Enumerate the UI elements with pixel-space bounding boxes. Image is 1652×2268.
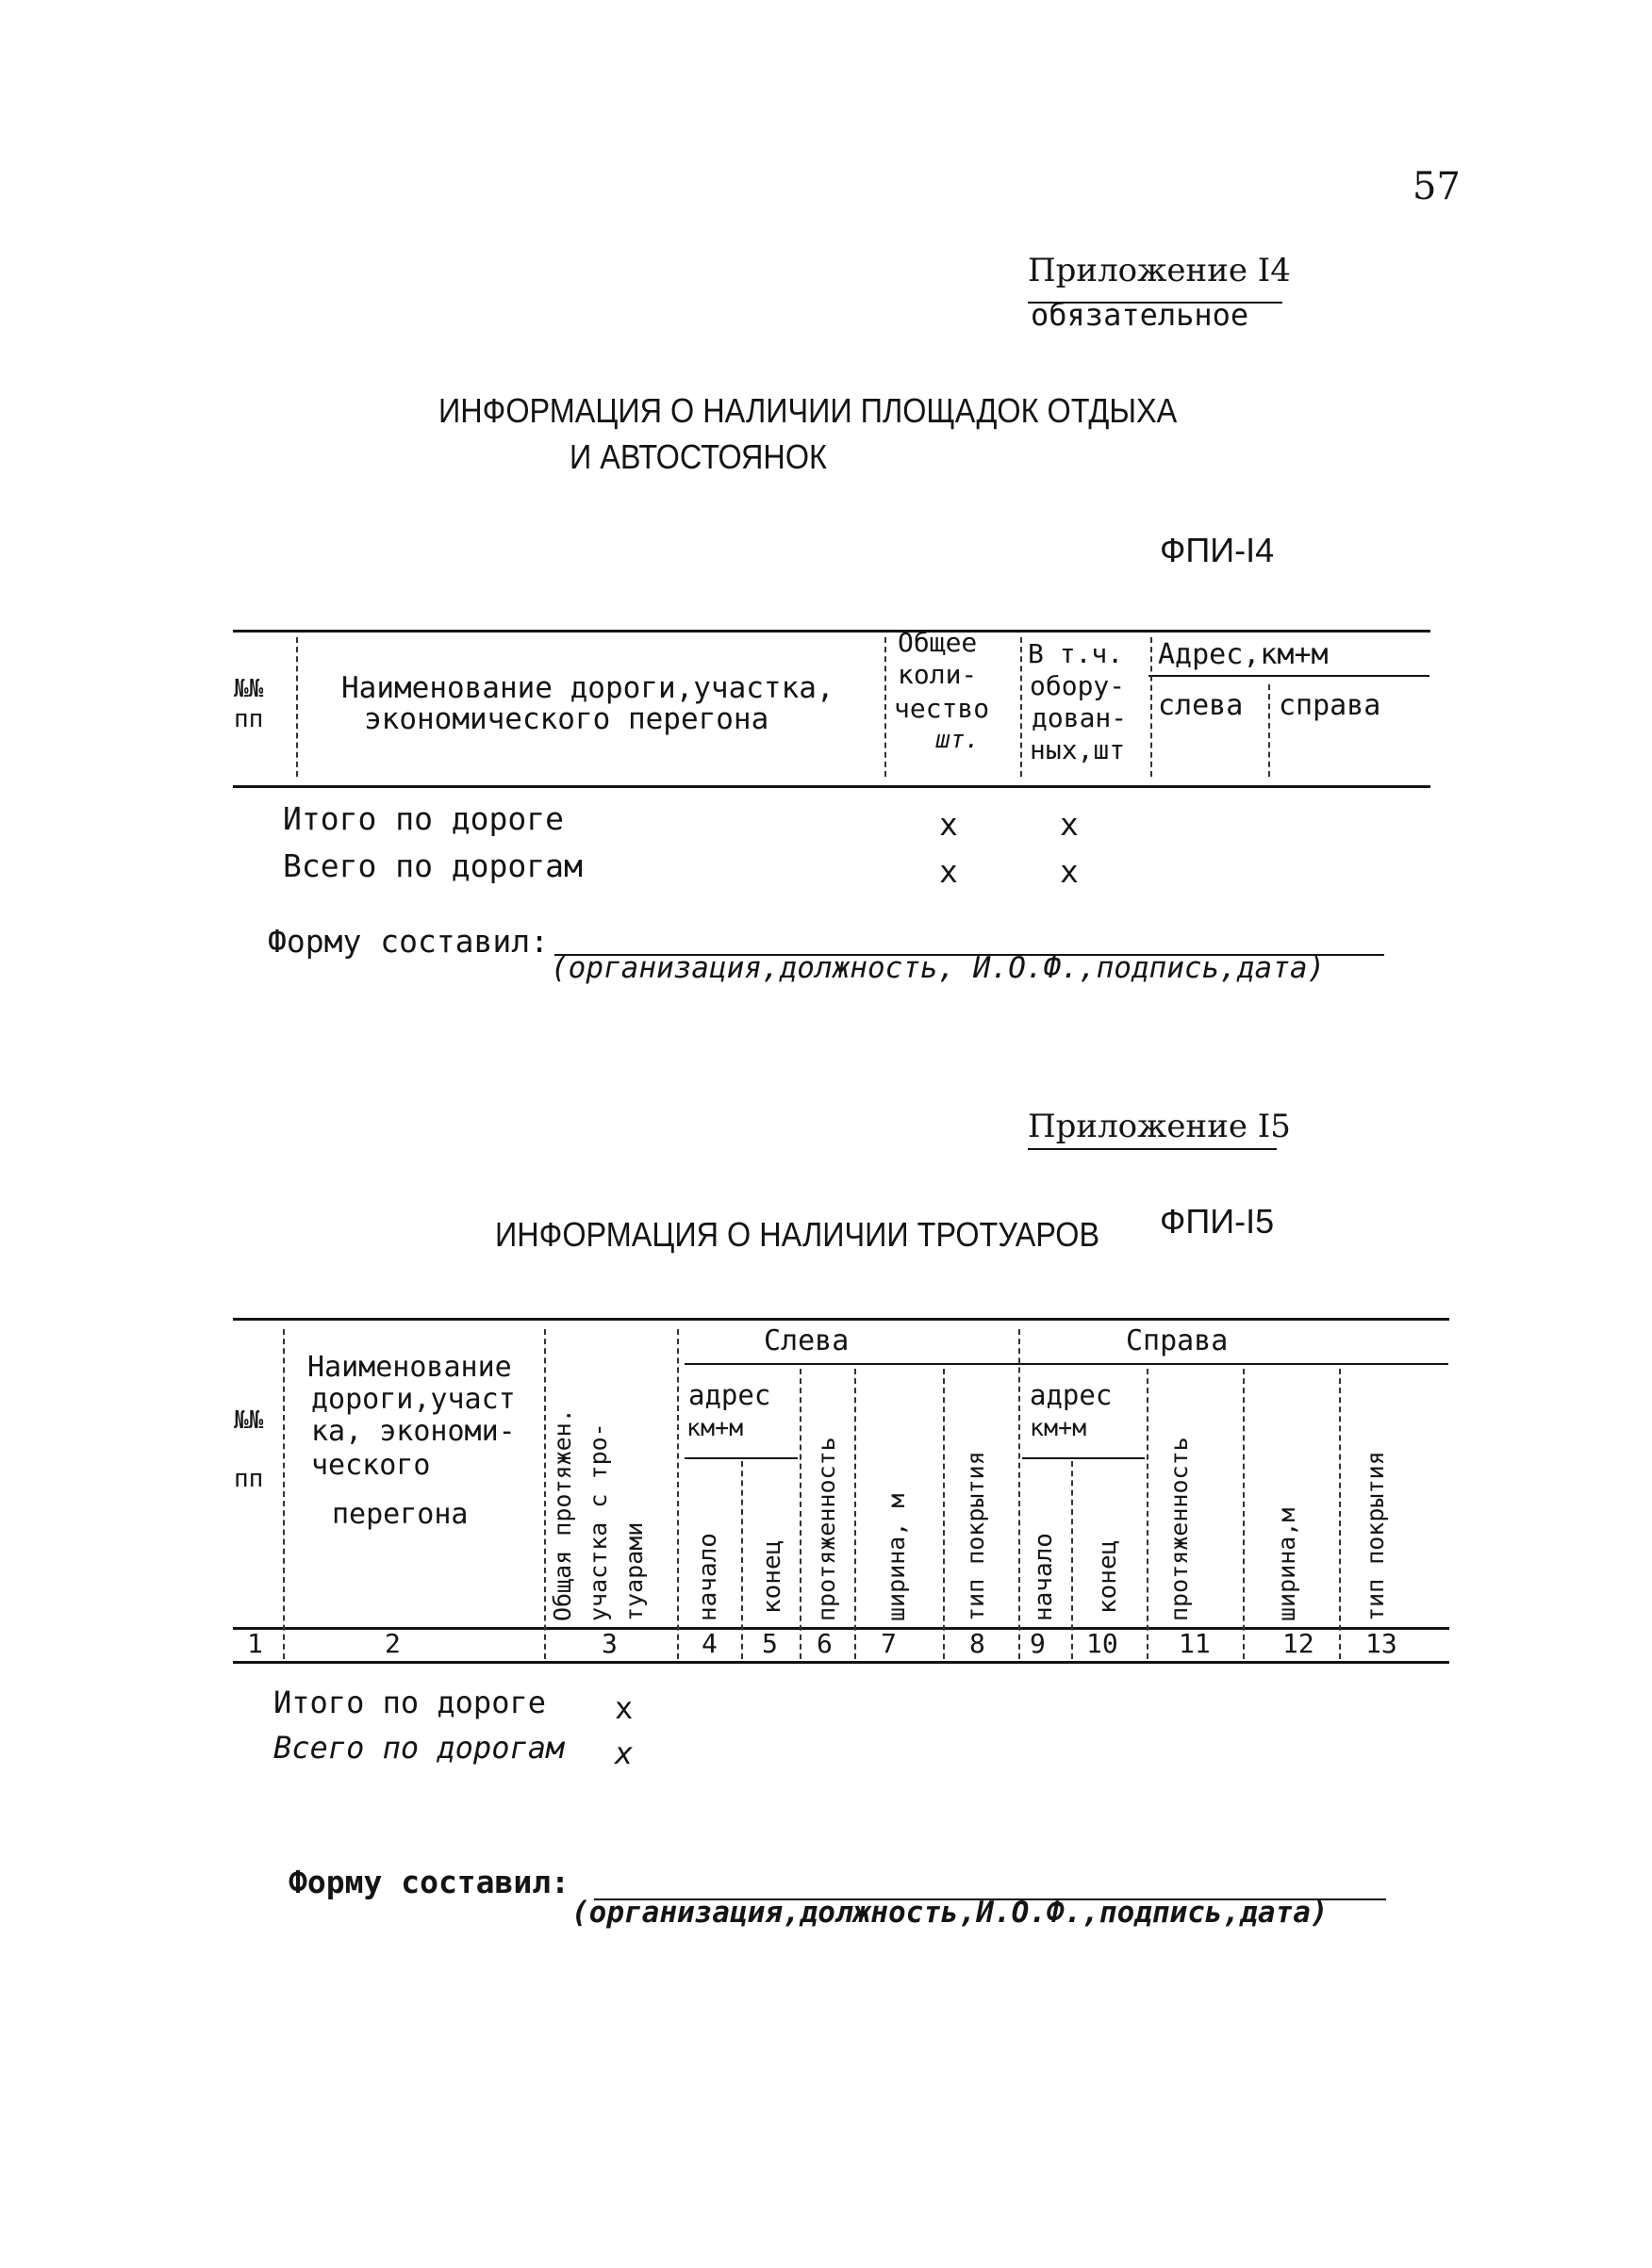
table-14-divider [884, 637, 886, 777]
table-14-divider [1268, 684, 1270, 777]
table-15-divider [1071, 1461, 1073, 1659]
table-15-column-number: 13 [1365, 1628, 1397, 1659]
table-14-header-address: Адрес,км+м [1158, 638, 1329, 671]
table-14-header-total: коли- [898, 659, 978, 690]
table-15-column-number: 12 [1282, 1628, 1314, 1659]
table-14-row-total: x [939, 853, 958, 890]
table-15-header-address: адрес [1030, 1379, 1113, 1411]
table-15-header-address: адрес [688, 1379, 771, 1411]
table-15-header-length: туарами [620, 1521, 648, 1621]
table-14-top-rule [233, 630, 1430, 633]
appendix-15-title: ИНФОРМАЦИЯ О НАЛИЧИИ ТРОТУАРОВ [495, 1215, 1100, 1254]
table-15-address-divider [685, 1457, 798, 1459]
table-15-header-name: перегона [332, 1498, 469, 1531]
table-14-header-equipped: обору- [1030, 670, 1126, 701]
appendix-15-label-underline [1028, 1148, 1277, 1150]
table-15-column-number: 5 [762, 1628, 778, 1659]
appendix-15-compiled-by: Форму составил: [289, 1864, 570, 1900]
appendix-14-note: обязательное [1031, 297, 1249, 333]
table-15-header-extent: протяженность [1165, 1437, 1193, 1621]
table-15-header-length: участка с тро- [585, 1422, 612, 1621]
table-15-divider [741, 1461, 743, 1659]
appendix-14-label: Приложение I4 [1028, 252, 1291, 289]
table-15-divider [1339, 1369, 1341, 1659]
table-14-header-equipped: ных,шт [1030, 734, 1126, 765]
table-15-row-label: Всего по дорогам [273, 1730, 565, 1766]
appendix-14-compiled-caption: (организация,должность, И.О.Ф.,подпись,дата) [551, 951, 1326, 985]
table-15-divider [283, 1329, 285, 1659]
table-15-header-name: ка, экономи- [311, 1415, 516, 1448]
table-15-column-number: 8 [969, 1628, 985, 1659]
table-15-header-surface: тип покрытия [1362, 1451, 1389, 1621]
table-15-header-end: конец [1094, 1539, 1122, 1614]
table-15-header-length: Общая протяжен. [549, 1408, 576, 1621]
table-15-header-surface: тип покрытия [962, 1451, 989, 1621]
appendix-14-title-line1: ИНФОРМАЦИЯ О НАЛИЧИИ ПЛОЩАДОК ОТДЫХА [438, 391, 1178, 430]
table-14-header-total: шт. [935, 726, 980, 754]
table-15-divider [1018, 1329, 1020, 1659]
appendix-14-title-line2: И АВТОСТОЯНОК [570, 437, 827, 476]
table-15-column-number: 3 [602, 1628, 618, 1659]
table-14-header-right: справа [1279, 689, 1381, 722]
table-15-column-number: 4 [702, 1628, 718, 1659]
table-14-row-label: Итого по дороге [283, 800, 565, 837]
table-15-header-extent: протяженность [813, 1437, 840, 1621]
table-15-column-number: 2 [385, 1628, 401, 1659]
table-14-header-name: Наименование дороги,участка, [341, 671, 834, 705]
table-14-divider [296, 637, 298, 777]
page-number: 57 [1412, 165, 1461, 208]
table-14-row-total: x [939, 806, 958, 843]
table-14-header-equipped: дован- [1032, 702, 1128, 733]
appendix-15-compiled-caption: (организация,должность,И.О.Ф.,подпись,дата) [571, 1896, 1329, 1930]
table-14-divider [1150, 637, 1152, 777]
table-14-address-divider [1148, 675, 1429, 677]
table-15-header-end: конец [758, 1539, 786, 1614]
table-15-header-right-group: Справа [1126, 1324, 1229, 1357]
table-14-header-left: слева [1158, 689, 1244, 722]
table-14-row-label: Всего по дорогам [283, 847, 583, 884]
table-15-numbers-bottom-rule [233, 1661, 1449, 1664]
table-14-row-equipped: x [1060, 806, 1079, 843]
table-15-header-left-group: Слева [764, 1324, 850, 1357]
table-14-bottom-rule [233, 785, 1430, 788]
table-15-header-address: км+м [686, 1414, 744, 1441]
table-15-header-width: ширина,м [1273, 1507, 1300, 1621]
table-14-divider [1020, 637, 1022, 777]
table-14-header-name: экономического перегона [364, 702, 769, 736]
table-15-column-number: 10 [1086, 1628, 1118, 1659]
table-15-divider [544, 1329, 546, 1659]
table-14-header-num: пп [234, 705, 264, 733]
appendix-15-form-code: ФПИ-I5 [1160, 1202, 1275, 1241]
appendix-14-form-code: ФПИ-I4 [1160, 531, 1275, 569]
table-15-header-address: км+м [1030, 1414, 1087, 1441]
appendix-14-compiled-by: Форму составил: [268, 923, 550, 960]
table-15-header-name: дороги,участ [311, 1383, 516, 1416]
table-15-column-number: 7 [881, 1628, 897, 1659]
table-15-divider [677, 1329, 679, 1659]
table-15-header-num: пп [234, 1465, 264, 1493]
table-15-header-width: ширина, м [883, 1493, 910, 1621]
table-14-row-equipped: x [1060, 853, 1079, 890]
appendix-15-label: Приложение I5 [1028, 1108, 1291, 1145]
table-15-header-name: ческого [311, 1449, 431, 1482]
appendix-14-note-line [1028, 302, 1282, 304]
table-15-divider [854, 1369, 856, 1659]
table-15-divider [1147, 1369, 1148, 1659]
table-15-row-value: x [615, 1735, 634, 1771]
table-15-divider [1243, 1369, 1245, 1659]
table-15-header-name: Наименование [307, 1351, 512, 1384]
table-14-header-equipped: В т.ч. [1028, 638, 1124, 669]
table-15-column-number: 1 [247, 1628, 263, 1659]
table-15-row-value: x [615, 1690, 634, 1726]
table-15-numbers-top-rule [233, 1627, 1449, 1630]
table-15-address-divider [1022, 1457, 1145, 1459]
table-14-header-num: №№ [234, 675, 264, 703]
table-15-header-start: начало [694, 1533, 722, 1621]
table-14-header-total: чество [894, 693, 990, 724]
table-15-header-num: №№ [234, 1406, 264, 1435]
table-15-column-number: 9 [1030, 1628, 1046, 1659]
table-15-row-label: Итого по дороге [273, 1685, 546, 1720]
table-15-column-number: 6 [817, 1628, 833, 1659]
table-15-divider [800, 1369, 801, 1659]
table-15-column-number: 11 [1179, 1628, 1211, 1659]
table-14-header-total: Общее [898, 627, 978, 658]
table-15-top-rule [233, 1318, 1449, 1321]
table-15-header-start: начало [1030, 1533, 1058, 1621]
table-15-divider [943, 1369, 945, 1659]
table-15-group-divider [685, 1363, 1448, 1365]
